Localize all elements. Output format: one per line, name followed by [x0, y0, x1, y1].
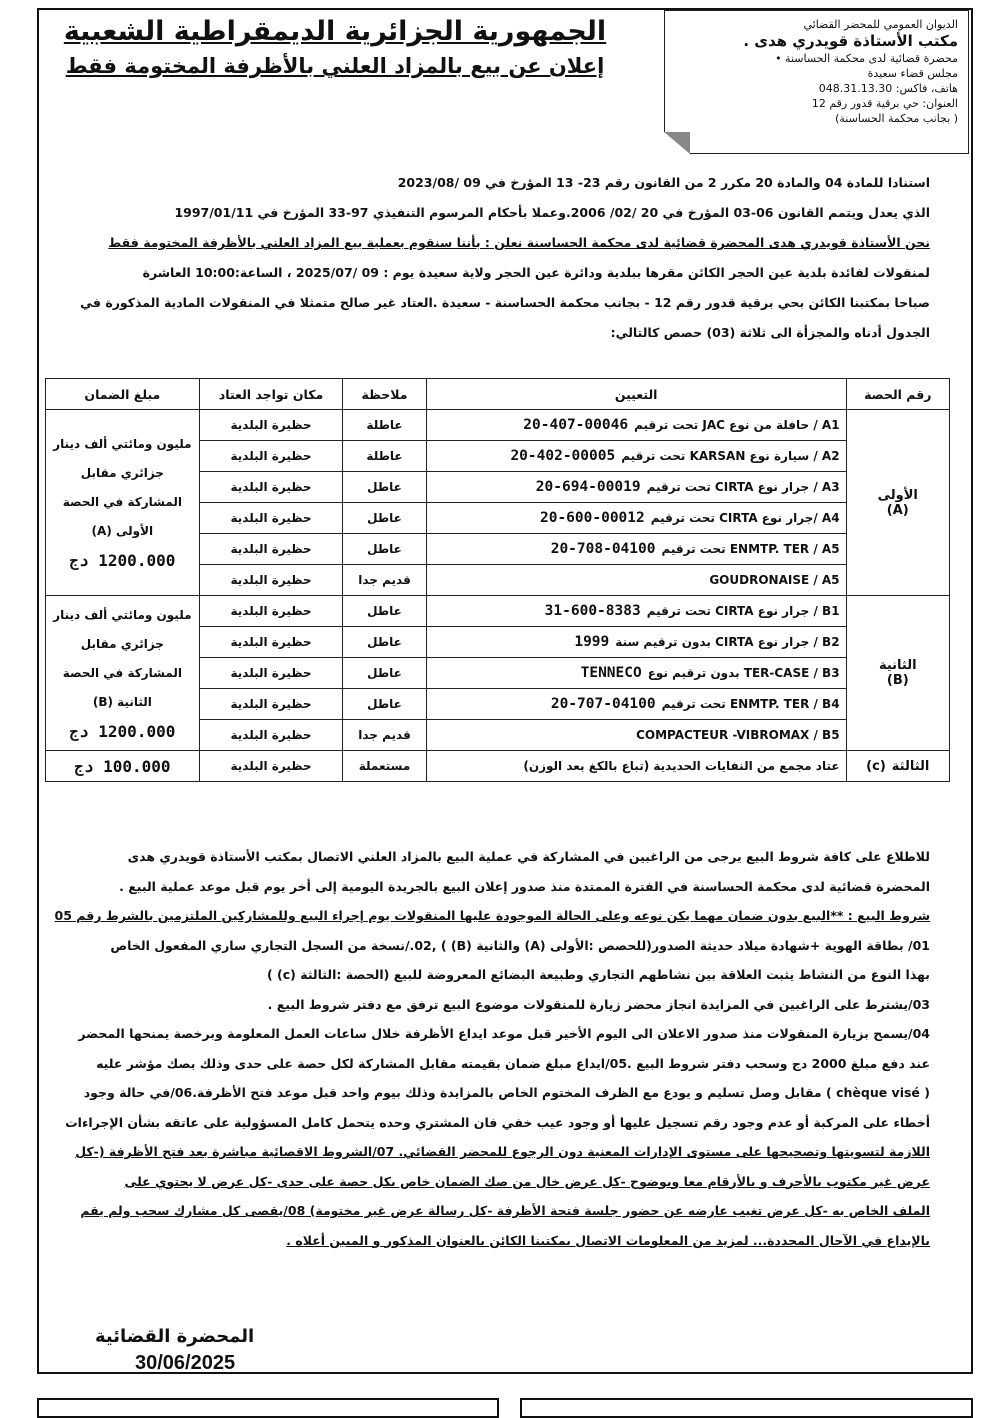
- header-lot: رقم الحصة: [846, 379, 949, 410]
- item-description: A3 / جرار نوع CIRTA تحت ترقيم: [646, 480, 840, 494]
- item-description: عتاد مجمع من النفايات الحديدية (تباع بالكغ بعد الوزن): [523, 759, 840, 773]
- lot-cell: [846, 410, 949, 596]
- place-cell: حظيرة البلدية: [199, 472, 343, 503]
- place-cell: حظيرة البلدية: [199, 689, 343, 720]
- item-registration-code: 20-600-00012: [539, 510, 645, 526]
- note-cell: عاطل: [343, 503, 426, 534]
- table-row: [46, 410, 950, 441]
- note-cell: قديم جدا: [343, 565, 426, 596]
- body-line: شروط البيع : **البيع بدون ضمان مهما يكن نوعه وعلى الحالة الموجودة عليها المنقولات يوم إجراء البيع وللمشاركين الملتزمين بالشرط رقم 05: [54, 908, 930, 923]
- body-line: بهذا النوع من النشاط يثبت العلاقة بين نشاطهم التجاري وطبيعة البضائع المعروضة للبيع (الحصة :الثالثة (c) ): [266, 967, 930, 982]
- page-fold-corner: [664, 132, 690, 154]
- body-line: المحضرة قضائية لدى محكمة الحساسنة في الفترة الممتدة منذ صدور إعلان البيع بالجريدة اليومية إلى أخر يوم قبل موعد عملية البيع .: [119, 878, 930, 894]
- note-cell: عاطل: [343, 658, 426, 689]
- amount-text: مليون ومائتي ألف دينار جزائري مقابل المشاركة في الحصة الأولى (A): [53, 437, 192, 538]
- lots-table: [45, 378, 950, 782]
- item-description: B2 / جرار نوع CIRTA بدون ترقيم سنة: [615, 635, 840, 649]
- title-line-2: إعلان عن بيع بالمزاد العلني بالأظرفة المختومة فقط: [65, 54, 605, 78]
- note-cell: عاطل: [343, 689, 426, 720]
- notice-date: 30/06/2025: [135, 1352, 236, 1374]
- place-cell: حظيرة البلدية: [199, 410, 343, 441]
- item-registration-code: 31-600-8383: [544, 603, 641, 619]
- item-registration-code: 1999: [574, 634, 610, 650]
- amount-cell: [46, 596, 200, 751]
- body-line: ( chèque visé ) مقابل وصل تسليم و يودع مع الظرف المختوم الخاص بالمزايدة وذلك بيوم واحد قبل موعد فتح الأظرفة.06/في حالة وجود: [83, 1085, 930, 1100]
- header-note: ملاحظة: [343, 379, 426, 410]
- item-cell: [426, 720, 846, 751]
- intro-line: الذي يعدل ويتمم القانون 06-03 المؤرخ في 20 /02/ 2006.وعملا بأحكام المرسوم التنفيذي 97-33 المؤرخ في 1997/01/11: [174, 205, 930, 220]
- intro-line: نحن الأستاذة قويدري هدى المحضرة قضائية لدى محكمة الحساسنة نعلن : بأننا سنقوم بعملية بيع المزاد العلني بالأظرفة المختومة فقط: [108, 235, 930, 250]
- body-line: للاطلاع على كافة شروط البيع يرجى من الراغبين في المشاركة في عملية البيع بالمزاد العلني الاتصال بمكتب الأستاذة قويدري هدى: [127, 849, 930, 864]
- amount-number: 1200.000 دج: [69, 551, 176, 570]
- item-cell: [426, 534, 846, 565]
- note-cell: مستعملة: [343, 751, 426, 782]
- table-header-row: [46, 379, 950, 410]
- header-item: التعيين: [426, 379, 846, 410]
- item-cell: [426, 596, 846, 627]
- item-description: A1 / حافلة من نوع JAC تحت ترقيم: [634, 418, 840, 432]
- signature: المحضرة القضائية: [95, 1326, 255, 1347]
- body-line: الملف الخاص به -كل عرض تغيب عارضه عن حضور جلسة فتحة الأظرفة -كل رسالة عرض غير مختومة) 08/يقصى كل مشارك سحب ولم يقم: [80, 1203, 930, 1218]
- intro-line: لمنقولات لفائدة بلدية عين الحجر الكائن مقرها ببلدية ودائرة عين الحجر ولاية سعيدة يوم : 09 /2025/07 ، الساعة:10:00 العاشرة: [142, 265, 930, 280]
- place-cell: حظيرة البلدية: [199, 751, 343, 782]
- place-cell: حظيرة البلدية: [199, 596, 343, 627]
- item-cell: [426, 627, 846, 658]
- conditions-text: [54, 842, 930, 1255]
- body-line: عرض غير مكتوب بالأحرف و بالأرقام معا وبوضوح -كل عرض خال من صك الضمان خاص بكل حصة على حدى -كل عرض لا يحتوي على: [124, 1173, 930, 1189]
- place-cell: حظيرة البلدية: [199, 720, 343, 751]
- bottom-left-box: [37, 1398, 499, 1418]
- header-amount: مبلغ الضمان: [46, 379, 200, 410]
- place-cell: حظيرة البلدية: [199, 534, 343, 565]
- intro-line: صباحا بمكتبنا الكائن بحي برقية قدور رقم 12 - بجانب محكمة الحساسنة - سعيدة .العتاد غير صالح متمثلا في المنقولات المادية المذكورة في: [80, 295, 930, 310]
- item-registration-code: 20-708-04100: [550, 541, 656, 557]
- item-registration-code: TENNECO: [580, 665, 642, 681]
- table-row: [46, 596, 950, 627]
- amount-text: مليون ومائتي ألف دينار جزائري مقابل المشاركة في الحصة الثانية (B): [53, 607, 192, 709]
- office-phone: هاتف، فاكس: 048.31.13.30: [818, 82, 958, 95]
- notice-title: [60, 14, 610, 82]
- item-description: COMPACTEUR -VIBROMAX / B5: [636, 728, 840, 742]
- item-description: A2 / سيارة نوع KARSAN تحت ترقيم: [621, 449, 840, 463]
- note-cell: عاطلة: [343, 441, 426, 472]
- lot-cell: [846, 596, 949, 751]
- place-cell: حظيرة البلدية: [199, 441, 343, 472]
- amount-cell: [46, 410, 200, 596]
- body-line: اللازمة لتسويتها وتصحيحها على مستوى الإدارات المعنية دون الرجوع للمحضر القضائي. 07/الشروط الاقصائية مباشرة بعد فتح الأظرفة (-كل: [75, 1144, 930, 1159]
- body-line: 03/يشترط على الراغبين في المزايدة انجاز محضر زيارة للمنقولات موضوع البيع ترفق مع دفتر شروط البيع .: [267, 996, 930, 1012]
- title-line-1: الجمهورية الجزائرية الديمقراطية الشعبية: [63, 16, 607, 47]
- place-cell: حظيرة البلدية: [199, 658, 343, 689]
- note-cell: عاطلة: [343, 410, 426, 441]
- place-cell: حظيرة البلدية: [199, 565, 343, 596]
- item-description: ENMTP. TER / B4 تحت ترقيم: [661, 697, 840, 711]
- lot-cell: [846, 751, 949, 782]
- office-line: الديوان العمومي للمحضر القضائي: [803, 18, 958, 31]
- item-cell: [426, 503, 846, 534]
- intro-paragraph: [60, 168, 930, 348]
- amount-number: 100.000 دج: [74, 756, 171, 776]
- item-description: A4 /جرار نوع CIRTA تحت ترقيم: [650, 511, 840, 525]
- body-line: 04/يسمح بزيارة المنقولات منذ صدور الاعلان الى اليوم الأخير قبل موعد ايداع الأظرفة خلال ساعات العمل المعلومة وبرخصة يمنحها المحضر: [78, 1026, 930, 1041]
- header-place: مكان تواجد العتاد: [199, 379, 343, 410]
- item-cell: [426, 441, 846, 472]
- place-cell: حظيرة البلدية: [199, 627, 343, 658]
- amount-number: 1200.000 دج: [69, 721, 176, 741]
- lot-label: الثالثة: [891, 758, 930, 774]
- item-cell: [426, 689, 846, 720]
- item-description: GOUDRONAISE / A5: [709, 573, 840, 587]
- office-name: مكتب الأستاذة قويدري هدى .: [743, 32, 958, 50]
- lot-code: (c): [866, 758, 886, 774]
- item-cell: [426, 410, 846, 441]
- item-cell: [426, 751, 846, 782]
- office-header-box: [664, 10, 969, 154]
- body-line: عند دفع مبلغ 2000 دج وسحب دفتر شروط البيع .05/ايداع مبلغ ضمان بقيمته مقابل المشاركة لكل حصة على حدى وذلك بصك مؤشر عليه: [96, 1055, 930, 1071]
- body-line: أخطاء على المركبة أو عدم وجود رقم تسجيل عليها أو وجود عيب خفي فان المشتري وحده يتحمل كامل المسؤولية على عاتقه بشأن الإجراءات: [65, 1114, 930, 1130]
- place-cell: حظيرة البلدية: [199, 503, 343, 534]
- note-cell: قديم جدا: [343, 720, 426, 751]
- office-line: محضرة قضائية لدى محكمة الحساسنة •: [775, 52, 958, 65]
- office-address: العنوان: حي برقية قدور رقم 12: [811, 97, 958, 110]
- item-description: TER-CASE / B3 بدون ترقيم نوع: [647, 666, 840, 680]
- lots-body: [46, 410, 950, 782]
- item-cell: [426, 565, 846, 596]
- note-cell: عاطل: [343, 534, 426, 565]
- intro-line: استنادا للمادة 04 والمادة 20 مكرر 2 من القانون رقم 23- 13 المؤرخ في 09 /2023/08: [397, 175, 930, 190]
- item-registration-code: 20-407-00046: [523, 417, 629, 433]
- item-description: ENMTP. TER / A5 تحت ترقيم: [661, 542, 840, 556]
- lot-label: الأولى: [877, 487, 918, 503]
- item-registration-code: 20-402-00005: [510, 448, 616, 464]
- lot-label: الثانية: [878, 658, 917, 673]
- body-line: 01/ بطاقة الهوية +شهادة ميلاد حديثة الصدور(للحصص :الأولى (A) والثانية (B) ) ,02./نسخة من السجل التجاري ساري المفعول الخاص: [110, 937, 930, 953]
- bottom-right-box: [520, 1398, 973, 1418]
- lot-code: (B): [886, 673, 909, 688]
- intro-line: الجدول أدناه والمجزأة الى ثلاثة (03) حصص كالتالي:: [610, 325, 930, 340]
- item-cell: [426, 472, 846, 503]
- lot-code: (A): [886, 502, 909, 518]
- body-line: بالإيداع في الآجال المحددة... لمزيد من المعلومات الاتصال بمكتبنا الكائن بالعنوان المذكور و المبين أعلاه .: [286, 1232, 930, 1248]
- note-cell: عاطل: [343, 627, 426, 658]
- note-cell: عاطل: [343, 596, 426, 627]
- table-row: [46, 751, 950, 782]
- item-registration-code: 20-694-00019: [535, 479, 641, 495]
- amount-cell: [46, 751, 200, 782]
- item-description: B1 / جرار نوع CIRTA تحت ترقيم: [646, 604, 840, 618]
- office-line: ( بجانب محكمة الحساسنة): [835, 112, 958, 125]
- office-line: مجلس قضاء سعيدة: [867, 67, 958, 80]
- note-cell: عاطل: [343, 472, 426, 503]
- item-cell: [426, 658, 846, 689]
- item-registration-code: 20-707-04100: [550, 696, 656, 712]
